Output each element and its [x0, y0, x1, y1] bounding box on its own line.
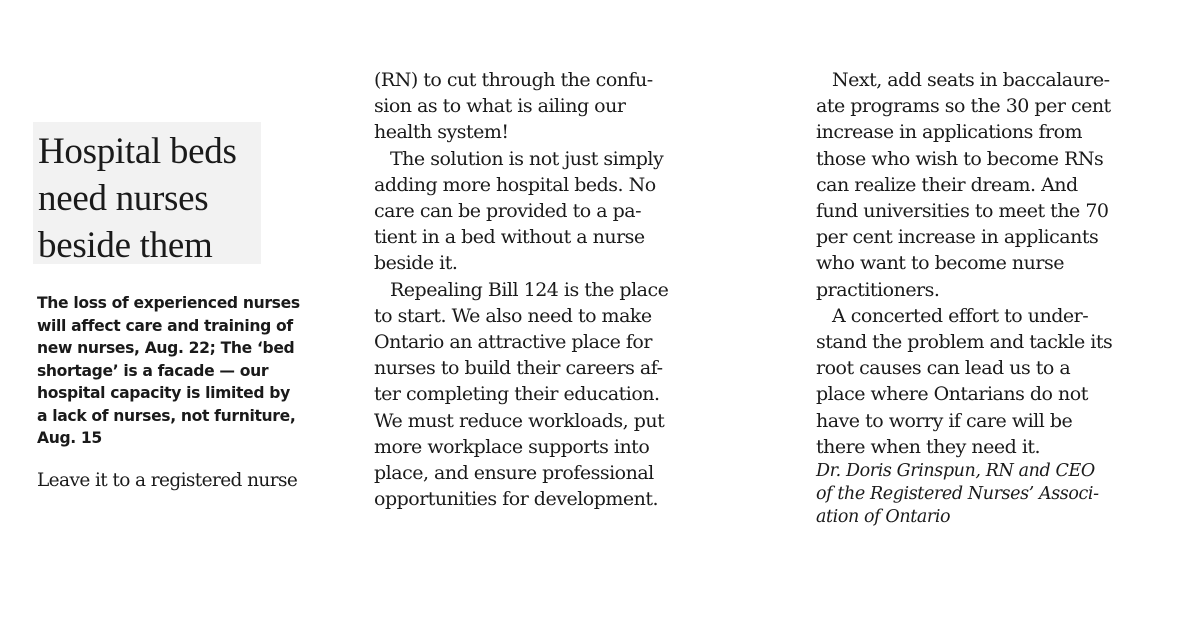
body-line: ate programs so the 30 per cent: [816, 95, 1111, 118]
headline-line: beside them: [38, 225, 213, 266]
body-line: ter completing their education.: [374, 383, 660, 406]
reference-line: will affect care and training of: [37, 316, 293, 335]
reference-line: Aug. 15: [37, 429, 102, 447]
body-column-3: [816, 67, 1112, 529]
body-line: stand the problem and tackle its: [816, 331, 1113, 354]
body-line: Next, add seats in baccalaure-: [832, 69, 1110, 91]
body-line: those who wish to become RNs: [816, 147, 1104, 170]
headline-line: Hospital beds: [38, 131, 237, 172]
body-line: opportunities for development.: [374, 488, 659, 511]
body-line: to start. We also need to make: [374, 304, 652, 327]
body-line: health system!: [374, 121, 509, 144]
body-line: place where Ontarians do not: [816, 383, 1088, 406]
signature-line: Dr. Doris Grinspun, RN and CEO: [816, 461, 1095, 482]
body-line: more workplace supports into: [374, 435, 650, 458]
body-line: have to worry if care will be: [816, 409, 1073, 432]
body-line: root causes can lead us to a: [816, 357, 1071, 380]
headline-line: need nurses: [38, 178, 209, 219]
body-line: tient in a bed without a nurse: [374, 226, 645, 249]
body-line: Repealing Bill 124 is the place: [390, 278, 669, 301]
reference-line: new nurses, Aug. 22; The ‘bed: [37, 339, 295, 357]
article-reference: [37, 292, 337, 450]
reference-line: hospital capacity is limited by: [37, 384, 290, 402]
reference-line: a lack of nurses, not furniture,: [37, 406, 296, 425]
body-line: place, and ensure professional: [374, 462, 654, 485]
body-line: care can be provided to a pa-: [374, 200, 642, 223]
body-line: beside it.: [374, 252, 458, 275]
reference-line: shortage’ is a facade — our: [37, 361, 269, 380]
body-line: nurses to build their careers af-: [374, 357, 663, 380]
body-line: (RN) to cut through the confu-: [374, 69, 653, 91]
body-line: A concerted effort to under-: [832, 304, 1089, 327]
body-line: there when they need it.: [816, 435, 1041, 458]
body-line: can realize their dream. And: [816, 173, 1078, 196]
reference-line: The loss of experienced nurses: [37, 294, 300, 312]
body-line: The solution is not just simply: [390, 147, 664, 170]
body-line: adding more hospital beds. No: [374, 173, 656, 196]
body-line: practitioners.: [816, 278, 940, 301]
body-line: fund universities to meet the 70: [816, 200, 1109, 223]
body-line: who want to become nurse: [816, 252, 1064, 275]
body-line: sion as to what is ailing our: [374, 95, 626, 118]
body-line: We must reduce workloads, put: [374, 409, 665, 432]
letter-headline: [38, 128, 268, 269]
signature-line: ation of Ontario: [816, 507, 951, 528]
signature-line: of the Registered Nurses’ Associ-: [816, 484, 1099, 505]
body-line: increase in applications from: [816, 121, 1083, 144]
body-column-1: [37, 468, 297, 494]
body-line: Ontario an attractive place for: [374, 331, 652, 354]
body-line: Leave it to a registered nurse: [37, 470, 298, 491]
body-column-2: [374, 67, 668, 512]
body-line: per cent increase in applicants: [816, 226, 1099, 249]
letter-signature: [816, 460, 1112, 529]
